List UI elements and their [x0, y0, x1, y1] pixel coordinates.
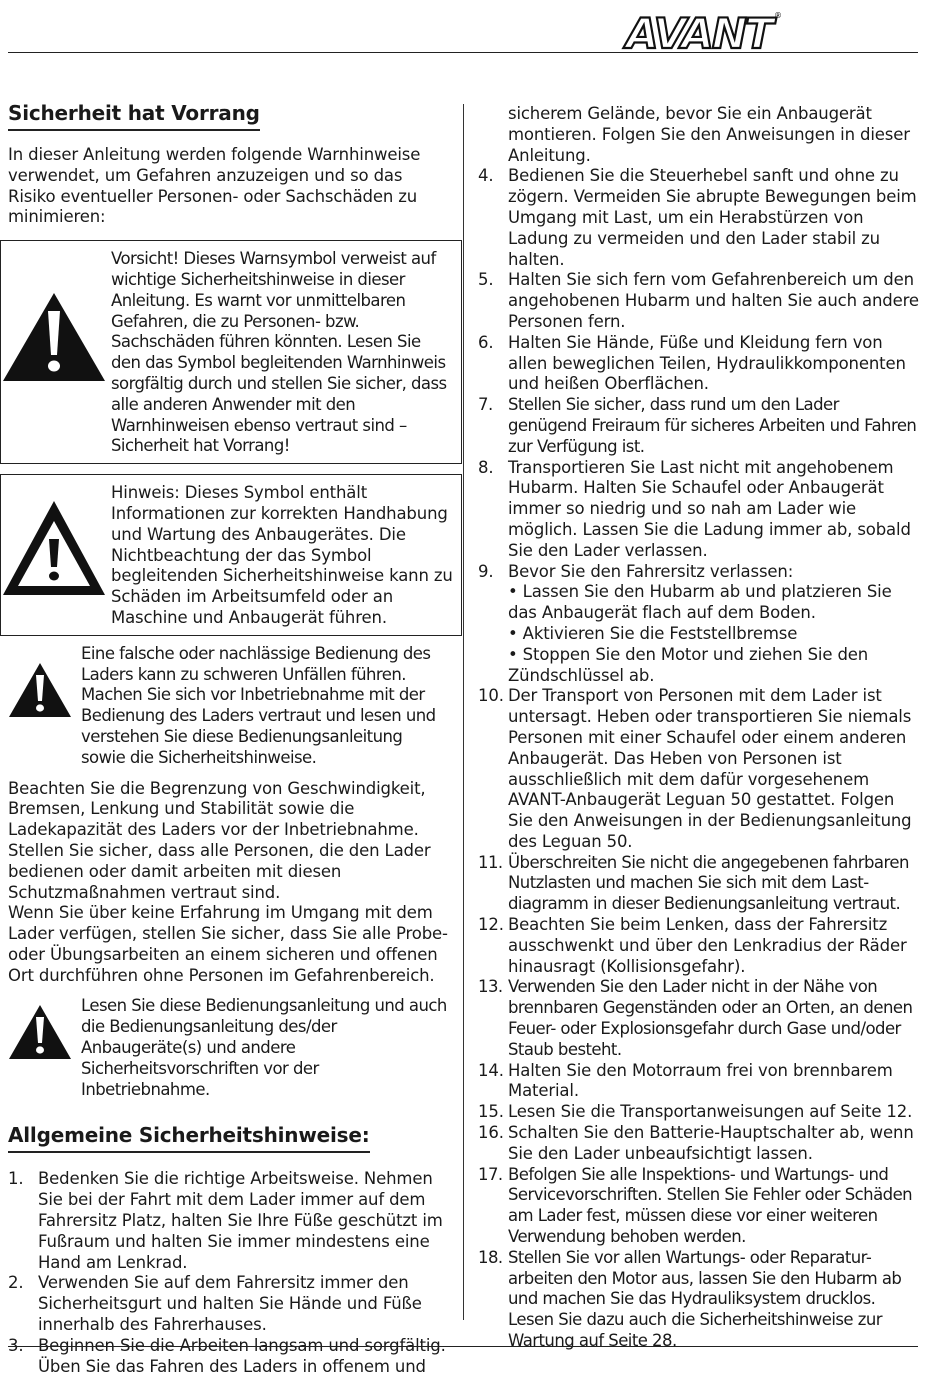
- sub-item: • Lassen Sie den Hubarm ab und platzieren Sie das Anbaugerät flach auf dem Boden.: [508, 582, 892, 623]
- heading-safety-first: Sicherheit hat Vorrang: [8, 100, 260, 131]
- sub-item: • Aktivieren Sie die Feststellbremse: [508, 623, 798, 643]
- list-item: 10. Der Transport von Personen mit dem Lader ist untersagt. Heben oder transportieren Sie niemals Personen mit einer Schaufel oder einem anderen Anbaugerät. Das Heben von Personen ist ausschließlich mit dem dafür vorgesehenem AVANT-Anbaugerät Leguan 50 gestattet. Folgen Sie den Anweisungen in der Bedienungsanleitung des Leguan 50.: [478, 686, 912, 851]
- top-rule: [8, 52, 918, 53]
- sub-item: • Stoppen Sie den Motor und ziehen Sie den Zündschlüssel ab.: [508, 644, 869, 685]
- paragraph-3: Wenn Sie über keine Erfahrung im Umgang mit dem Lader verfügen, stellen Sie sicher, dass Sie alle Probe- oder Übungsarbeiten an einem sicheren und offenen Ort durchführen ohne Personen im Gefahrenbereich.: [8, 903, 448, 985]
- caution-text: Vorsicht! Dieses Warnsymbol verweist auf wichtige Sicherheitshinweise in dieser Anleitung. Es warnt vor unmittelbaren Gefahren, die zu Personen- bzw. Sachschäden führen könnten. Lesen Sie den das Symbol begleitenden Warnhinweis sorgfältig durch und stellen Sie sicher, dass alle anderen Anwender mit den Warnhinweisen ebenso vertraut sind – Sicherheit hat Vorrang!: [111, 249, 447, 456]
- list-item: 8. Transportieren Sie Last nicht mit angehobenem Hubarm. Halten Sie Schaufel oder Anbaugerät immer so niedrig und so nah am Lader wie möglich. Lassen Sie die Ladung immer ab, sobald Sie den Lader verlassen.: [478, 457, 911, 560]
- continuation-text: sicherem Gelände, bevor Sie ein Anbaugerät montieren. Folgen Sie den Anweisungen in dieser Anleitung.: [508, 104, 910, 165]
- warning-filled-icon: [1, 291, 107, 383]
- list-item: 6. Halten Sie Hände, Füße und Kleidung fern von allen beweglichen Teilen, Hydraulikkomponenten und heißen Oberflächen.: [478, 332, 906, 394]
- list-item: 2. Verwenden Sie auf dem Fahrersitz immer den Sicherheitsgurt und halten Sie Hände und Füße innerhalb des Fahrerhauses.: [8, 1273, 422, 1335]
- paragraph-2: Beachten Sie die Begrenzung von Geschwindigkeit, Bremsen, Lenkung und Stabilität sowie die Ladekapazität des Laders vor der Inbetriebnahme. Stellen Sie sicher, dass alle Personen, die den Lader bedienen oder damit arbeiten mit diesen Schutzmaßnahmen vertraut sind.: [8, 778, 431, 902]
- list-item: 15. Lesen Sie die Transportanweisungen auf Seite 12.: [478, 1102, 913, 1122]
- registered-mark: ®: [774, 11, 782, 20]
- list-item: 4. Bedienen Sie die Steuerhebel sanft und ohne zu zögern. Vermeiden Sie abrupte Bewegungen beim Umgang mit Last, um ein Herabstürzen von Ladung zu vermeiden und den Lader stabil zu halten.: [478, 166, 917, 269]
- warning-paragraph-1-text: Eine falsche oder nachlässige Bedienung des Laders kann zu schweren Unfällen führen. Machen Sie sich vor Inbetriebnahme mit der Bedienung des Laders vertraut und lesen und verstehen Sie diese Bedienungsanleitung sowie die Sicherheitshinweise.: [81, 643, 436, 767]
- list-item: 12. Beachten Sie beim Lenken, dass der Fahrersitz ausschwenkt und über den Lenkradius der Räder hinausragt (Kollisionsgefahr).: [478, 915, 907, 976]
- list-item: 5. Halten Sie sich fern vom Gefahrenbereich um den angehobenen Hubarm und halten Sie auch andere Personen fern.: [478, 270, 919, 331]
- right-safety-list: [478, 166, 920, 1351]
- warning-paragraph-1: [8, 644, 450, 769]
- list-item: 18. Stellen Sie vor allen Wartungs- oder Reparatur-arbeiten den Motor aus, lassen Sie den Hubarm ab und machen Sie das Hydrauliksystem drucklos. Lesen Sie dazu auch die Sicherheitshinweise zur Wartung auf Seite 28.: [478, 1247, 902, 1351]
- list-item: 13. Verwenden Sie den Lader nicht in der Nähe von brennbaren Gegenständen oder an Orten, an denen Feuer- oder Explosionsgefahr durch Gase und/oder Staub besteht.: [478, 977, 913, 1059]
- warning-paragraph-2: [8, 996, 450, 1100]
- caution-box: [0, 240, 462, 464]
- list-item: 7. Stellen Sie sicher, dass rund um den Lader genügend Freiraum für sicheres Arbeiten und Fahren zur Verfügung ist.: [478, 395, 917, 456]
- column-divider: [463, 104, 464, 1320]
- warning-filled-icon: [8, 1004, 72, 1060]
- logo-text: AVANT: [626, 9, 772, 52]
- note-text: Hinweis: Dieses Symbol enthält Informationen zur korrekten Handhabung und Wartung des Anbaugerätes. Die Nichtbeachtung der das Symbol begleitenden Sicherheitshinweise kann zu Schäden im Arbeitsumfeld oder an Maschine und Anbaugerät führen.: [111, 483, 453, 627]
- intro-text: In dieser Anleitung werden folgende Warnhinweise verwendet, um Gefahren anzuzeigen und so das Risiko eventueller Personen- oder Sachschäden zu minimieren:: [8, 145, 421, 227]
- avant-logo: [612, 6, 784, 52]
- list-item: 1. Bedenken Sie die richtige Arbeitsweise. Nehmen Sie bei der Fahrt mit dem Lader immer auf dem Fahrersitz Platz, halten Sie Ihre Füße geschützt im Fußraum und halten Sie immer mindestens eine Hand am Lenkrad.: [8, 1169, 443, 1272]
- list-item: 14. Halten Sie den Motorraum frei von brennbarem Material.: [478, 1060, 893, 1101]
- warning-outline-icon: [1, 499, 107, 597]
- list-item: 11. Überschreiten Sie nicht die angegebenen fahrbaren Nutzlasten und machen Sie sich mit dem Last-diagramm in dieser Bedienungsanleitung vertraut.: [478, 852, 909, 914]
- warning-paragraph-2-text: Lesen Sie diese Bedienungsanleitung und auch die Bedienungsanleitung des/der Anbaugeräte(s) und andere Sicherheitsvorschriften vor der Inbetriebnahme.: [81, 996, 447, 1099]
- note-box: [0, 474, 462, 636]
- list-item: 9. Bevor Sie den Fahrersitz verlassen: • Lassen Sie den Hubarm ab und platzieren Sie das Anbaugerät flach auf dem Boden. • Aktivieren Sie die Feststellbremse • Stoppen Sie den Motor und ziehen Sie den Zündschlüssel ab.: [478, 562, 920, 687]
- bottom-rule: [8, 1346, 918, 1347]
- right-column: [478, 104, 920, 1352]
- heading-general-safety: Allgemeine Sicherheitshinweise:: [8, 1122, 370, 1153]
- warning-filled-icon: [8, 662, 72, 718]
- list-item: 3. Beginnen Sie die Arbeiten langsam und sorgfältig. Üben Sie das Fahren des Laders in offenem und: [8, 1335, 446, 1376]
- left-column: [8, 100, 453, 1377]
- list-item: 17. Befolgen Sie alle Inspektions- und Wartungs- und Servicevorschriften. Stellen Sie Fehler oder Schäden am Lader fest, müssen diese vor einer weiteren Verwendung behoben werden.: [478, 1164, 913, 1247]
- list-item: 16. Schalten Sie den Batterie-Hauptschalter ab, wenn Sie den Lader unbeaufsichtigt lassen.: [478, 1123, 914, 1163]
